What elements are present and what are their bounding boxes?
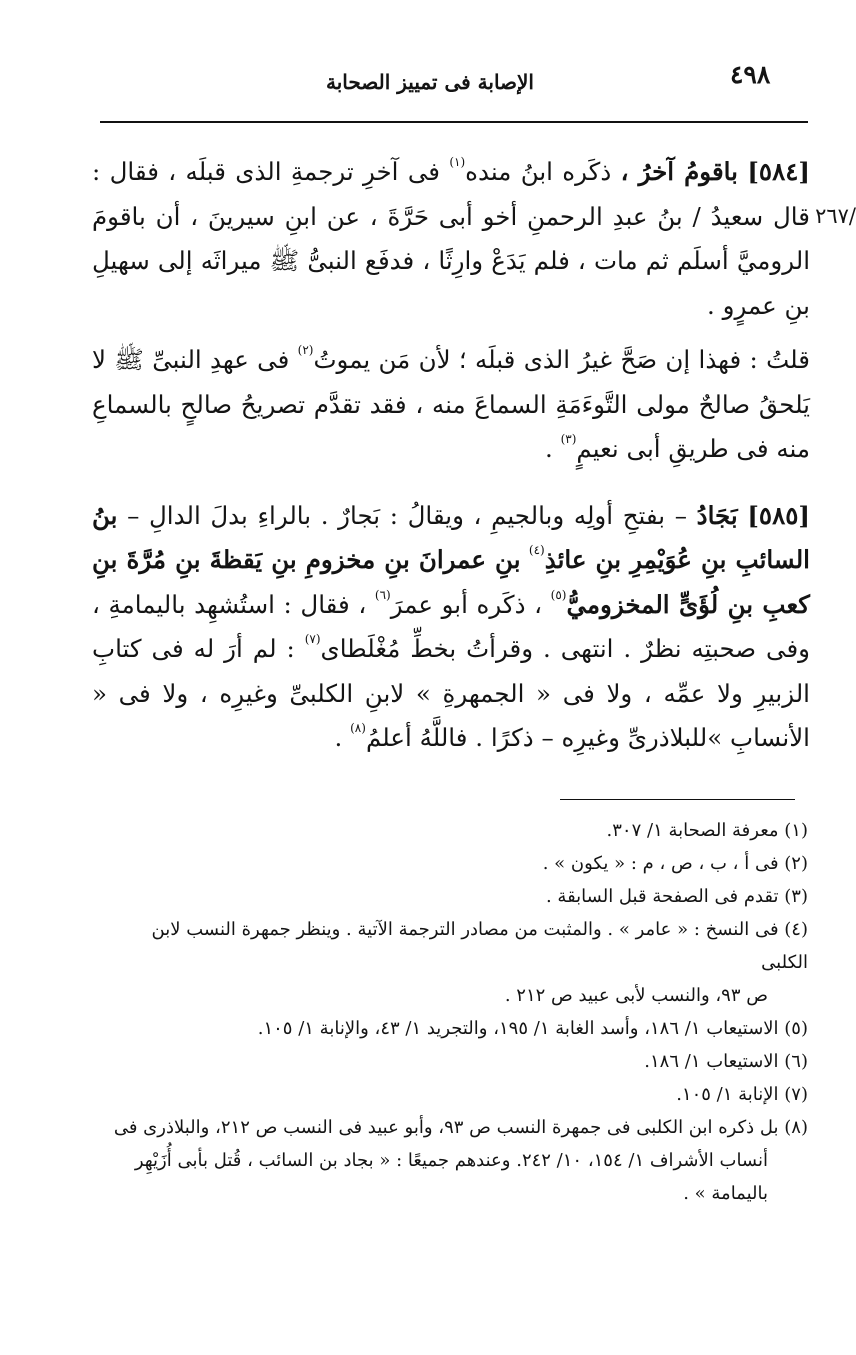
main-text [92, 150, 810, 761]
running-title: الإصابة فى تمييز الصحابة [326, 70, 534, 94]
entry-text: . [544, 434, 553, 463]
entry-text: فى آخرِ ترجمةِ الذى قبلَه ، فقال : قال سعيدُ / بنُ عبدِ الرحمنِ أخو أبى حَرَّةَ ، عن ابنِ سيرينَ ، أن باقومَ الروميَّ أسلَم ثم مات ، فلم يَدَعْ وارِثًا ، فدفَع النبىُّ ﷺ ميراثَه إلى سهيلِ بنِ عمرٍو . [92, 157, 810, 320]
header-rule [100, 121, 808, 123]
entry-text: – بفتحِ أولِه وبالجيمِ ، ويقالُ : بَجارٌ . بالراءِ بدلَ الدالِ – [127, 500, 688, 530]
footnote-8: (٨) بل ذكره ابن الكلبى فى جمهرة النسب ص ٩٣، وأبو عبيد فى النسب ص ٢١٢، والبلاذرى فى [113, 1117, 808, 1138]
entry-number: [٥٨٤] [747, 157, 810, 186]
entry-name: باقومُ آخرُ ، [620, 157, 738, 186]
entry-name: بَجَادُ [696, 500, 738, 530]
footnotes [100, 814, 808, 1210]
footnote-ref: (٨) [350, 721, 366, 735]
footnote-ref: (٣) [560, 432, 577, 446]
footnote-separator [560, 799, 795, 800]
entry-584 [92, 150, 810, 328]
entry-text: قلتُ : فهذا إن صَحَّ غيرُ الذى قبلَه ؛ لأن مَن يموتُ [313, 345, 810, 374]
footnote-4-continued: ص ٩٣، والنسب لأبى عبيد ص ٢١٢ . [504, 985, 768, 1006]
lineage-text: بنُ السائبِ بنِ عُوَيْمِرِ بنِ عائذِ [92, 500, 810, 574]
footnote-7: (٧) الإنابة ١/ ١٠٥. [676, 1084, 808, 1105]
footnote-6: (٦) الاستيعاب ١/ ١٨٦. [644, 1051, 808, 1072]
footnote-ref: (٤) [528, 543, 545, 557]
footnote-4: (٤) فى النسخ : « عامر » . والمثبت من مصادر الترجمة الآتية . وينظر جمهرة النسب لابن الكلبى [151, 919, 808, 973]
entry-text: فى عهدِ النبىِّ ﷺ لا يَلحقُ صالحٌ مولى التَّوءَمَةِ السماعَ منه ، فقد تقدَّم تصريحُ صالحٍ بالسماعِ منه فى طريقِ أبى نعيمٍ [92, 345, 810, 463]
margin-reference: ٢٦٧/ [815, 204, 856, 228]
footnote-8-continued: أنساب الأشراف ١/ ١٥٤، ١٠/ ٢٤٢. وعندهم جميعًا : « بجاد بن السائب ، قُتل بأبى أُزَيْهِر [134, 1150, 768, 1171]
entry-text: ، فقال : استُشهِد باليمامةِ ، وفى صحبتِه نظرٌ . انتهى . وقرأتُ بخطِّ مُغْلَطاى [92, 589, 810, 663]
footnote-ref: (٢) [297, 343, 314, 357]
footnote-ref: (١) [449, 155, 466, 169]
footnote-5: (٥) الاستيعاب ١/ ١٨٦، وأسد الغابة ١/ ١٩٥، والتجريد ١/ ٤٣، والإنابة ١/ ١٠٥. [257, 1018, 808, 1039]
footnote-1: (١) معرفة الصحابة ١/ ٣٠٧. [606, 820, 808, 841]
footnote-3: (٣) تقدم فى الصفحة قبل السابقة . [545, 886, 808, 907]
footnote-ref: (٧) [304, 632, 321, 646]
footnote-8-continued: باليمامة » . [683, 1183, 768, 1204]
entry-text: : لم أرَ له فى كتابِ الزبيرِ ولا عمِّه ، ولا فى « الجمهرةِ » لابنِ الكلبىِّ وغيرِه ، ولا فى « الأنسابِ »للبلاذرىِّ وغيرِه – ذكرًا . فاللَّهُ أعلمُ [92, 634, 810, 752]
footnote-2: (٢) فى أ ، ب ، ص ، م : « يكون » . [542, 853, 808, 874]
footnote-ref: (٥) [550, 587, 567, 602]
entry-text: . [334, 723, 343, 752]
page-number: ٤٩٨ [730, 60, 771, 89]
lineage-text: بنِ عمرانَ بنِ مخزومِ بنِ يَقظةَ بنِ مُرَّةَ بنِ كعبِ بنِ لُؤَىٍّ المخزوميُّ [92, 545, 810, 619]
entry-text: ذكَره ابنُ منده [465, 157, 612, 186]
comment-paragraph [92, 338, 810, 472]
entry-number: [٥٨٥] [747, 500, 810, 530]
entry-585 [92, 494, 810, 761]
entry-text: ، ذكَره أبو عمرَ [390, 589, 542, 619]
footnote-ref: (٦) [374, 587, 391, 602]
